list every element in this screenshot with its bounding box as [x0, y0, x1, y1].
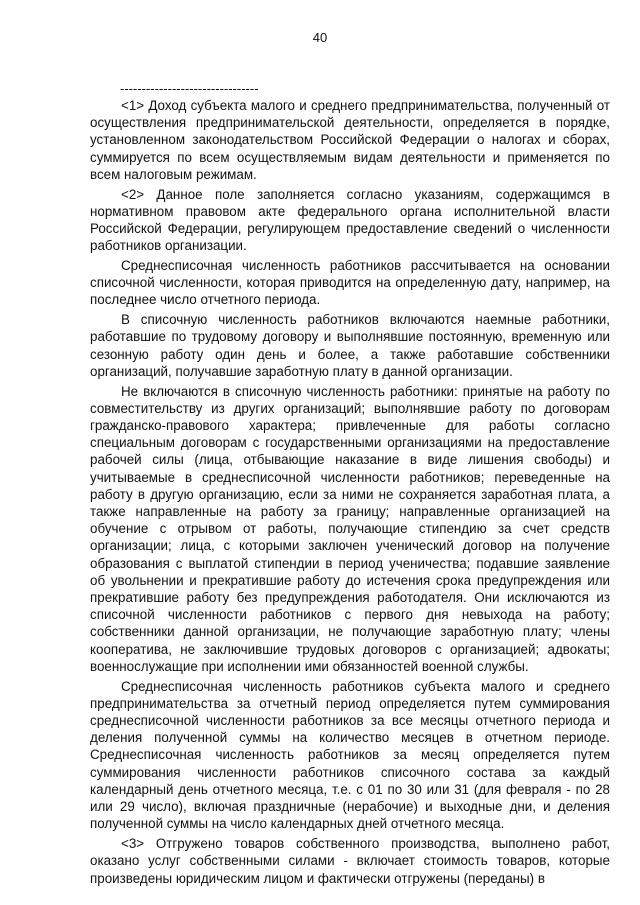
- body-paragraph: В списочную численность работников включаются наемные работники, работавшие по трудовому договору и выполнявшие постоянную, временную или сезонную работу один день и более, а также работавшие собственники организаций, получавшие заработную плату в данной организации.: [90, 312, 610, 379]
- page-number: 40: [312, 30, 328, 45]
- body-paragraph: Среднесписочная численность работников субъекта малого и среднего предпринимательства за отчетный период определяется путем суммирования среднесписочной численности работников за все месяцы отчетного периода и деления полученной суммы на количество месяцев в отчетном периоде. Среднесписочная численность работников за месяц определяется путем суммирования численности работников списочного состава за каждый календарный день отчетного месяца, т.е. с 01 по 30 или 31 (для февраля - по 28 или 29 число), включая праздничные (нерабочие) и выходные дни, и деления полученной суммы на число календарных дней отчетного месяца.: [90, 678, 610, 832]
- footnote-1-paragraph: <1> Доход субъекта малого и среднего предпринимательства, полученный от осуществления предпринимательской деятельности, определяется в порядке, установленном законодательством Российской Федерации о налогах и сборах, суммируется по всем осуществляемым видам деятельности и применяется по всем налоговым режимам.: [90, 98, 610, 182]
- body-paragraph: Не включаются в списочную численность работники: принятые на работу по совместительству из других организаций; выполнявшие работу по договорам гражданско-правового характера; привлеченные для работы согласно специальным договорам с государственными организациями на предоставление рабочей силы (лица, отбывающие наказание в виде лишения свободы) и учитываемые в среднесписочной численности работников; переведенные на работу в другую организацию, если за ними не сохраняется заработная плата, а также направленные на работу за границу; направленные организацией на обучение с отрывом от работы, получающие стипендию за счет средств организации; лица, с которыми заключен ученический договор на получение образования с выплатой стипендии в период ученичества; подавшие заявление об увольнении и прекратившие работу до истечения срока предупреждения или прекратившие работу без предупреждения работодателя. Они исключаются из списочной численности работников с первого дня невыхода на работу; собственники данной организации, не получающие заработную плату; члены кооператива, не заключившие трудовых договоров с организацией; адвокаты; военнослужащие при исполнении ими обязанностей военной службы.: [90, 383, 610, 674]
- body-paragraph: Среднесписочная численность работников рассчитывается на основании списочной численности, которая приводится на определенную дату, например, на последнее число отчетного периода.: [90, 258, 610, 308]
- footnote-3-paragraph: <3> Отгружено товаров собственного производства, выполнено работ, оказано услуг собственными силами - включает стоимость товаров, которые произведены юридическим лицом и фактически отгружены (переданы) в: [90, 836, 610, 886]
- footnote-separator: --------------------------------: [120, 81, 259, 96]
- footnotes-body: [90, 97, 610, 889]
- footnote-2-paragraph: <2> Данное поле заполняется согласно указаниям, содержащимся в нормативном правовом акте федерального органа исполнительной власти Российской Федерации, регулирующем предоставление сведений о численности работников организации.: [90, 186, 610, 254]
